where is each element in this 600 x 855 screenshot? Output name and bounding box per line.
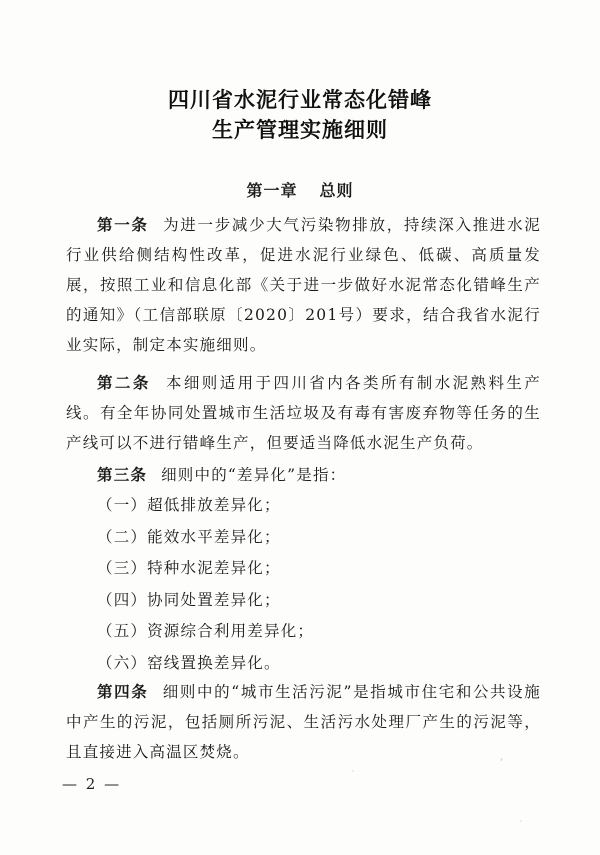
list-item: （六）窑线置换差异化。 [97,653,281,672]
article-text: 为进一步减少大气污染物排放，持续深入推进水泥行业供给侧结构性改革，促进水泥行业绿色、低碳、高质量发展，按照工业和信息化部《关于进一步做好水泥常态化错峰生产的通知》（工信部联原〔2020〕201号）要求，结合我省水泥行业实际，制定本实施细则。 [66,216,541,354]
chapter-title: 总则 [319,181,354,200]
chapter-heading [0,178,600,201]
list-item: （五）资源综合利用差异化； [97,622,315,640]
list-item: （一）超低排放差异化； [97,496,281,514]
differentiation-list [97,490,314,679]
scan-speck [500,758,503,761]
list-item: （四）协同处置差异化； [97,590,281,609]
page-number: — 2 — [62,775,122,793]
article-3 [66,460,541,490]
article-4 [66,677,541,767]
chapter-number: 第一章 [246,181,298,200]
article-1 [66,210,541,360]
list-item: （二）能效水平差异化； [97,527,281,546]
article-label: 第一条 [97,215,149,234]
article-label: 第四条 [97,682,149,701]
list-item: （三）特种水泥差异化； [97,559,281,577]
article-label: 第三条 [97,465,148,484]
article-text: 细则中的“城市生活污泥”是指城市住宅和公共设施中产生的污泥，包括厕所污泥、生活污水处理厂产生的污泥等，且直接进入高温区焚烧。 [66,683,542,761]
article-text: 细则中的“差异化”是指： [161,466,347,484]
scan-speck [352,770,354,772]
article-label: 第二条 [97,373,151,392]
article-text: 本细则适用于四川省内各类所有制水泥熟料生产线。有全年协同处置城市生活垃圾及有毒有害废弃物等任务的生产线可以不进行错峰生产，但要适当降低水泥生产负荷。 [66,374,541,452]
document-title-line-2: 生产管理实施细则 [212,117,388,142]
article-2 [66,368,541,458]
scan-speck [520,820,522,822]
document-title-line-1: 四川省水泥行业常态化错峰 [168,87,432,112]
